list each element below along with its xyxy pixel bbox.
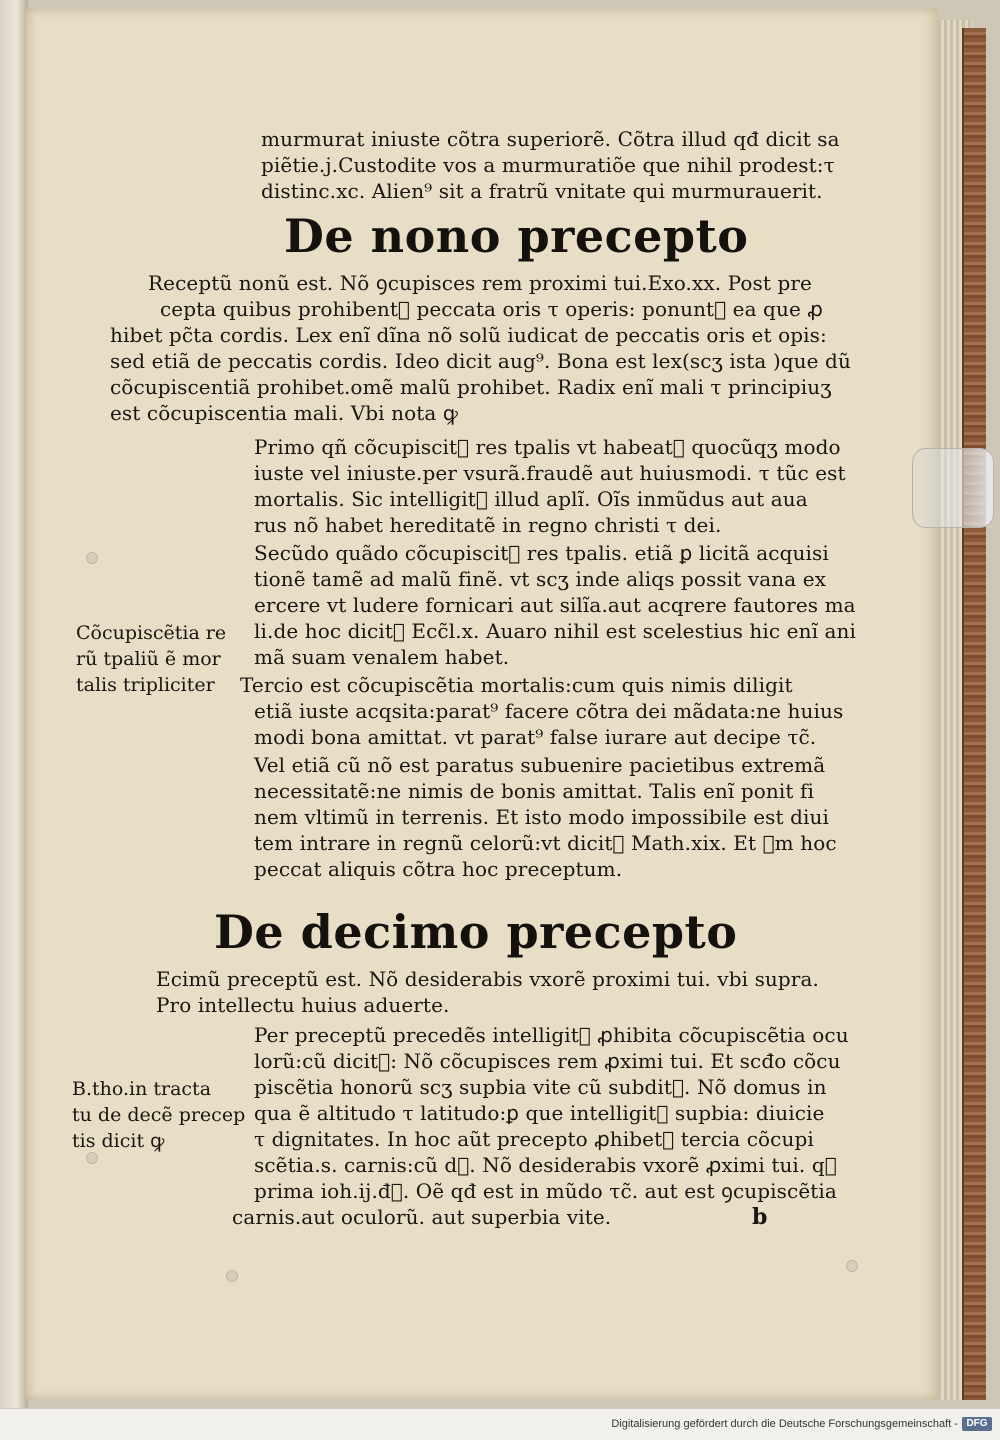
text-line: ercere vt ludere fornicari aut silĩa.aut acqrere fautores ma: [254, 593, 856, 617]
text-line: Tercio est cõcupiscẽtia mortalis:cum quis nimis diligit: [240, 673, 793, 697]
text-line: cepta quibus prohibentᷣ peccata oris τ operis: ponuntᷣ ea que ꝓ: [160, 297, 823, 321]
margin-note-line: B.tho.in tracta: [72, 1078, 212, 1100]
text-line: carnis.aut oculorũ. aut superbia vite.: [232, 1205, 612, 1229]
paper-hole: [846, 1260, 858, 1272]
text-line: lorũ:cũ dicitᷣ: Nõ cõcupisces rem ꝓximi tui. Et scđo cõcu: [254, 1049, 841, 1073]
text-line: rus nõ habet hereditatẽ in regno christi τ dei.: [254, 513, 722, 537]
text-line: qua ẽ altitudo τ latitudo:ꝑ que intelligitᷣ supbia: diuicie: [254, 1101, 825, 1125]
text-line: Pro intellectu huius aduerte.: [156, 993, 450, 1017]
text-line: Per preceptũ precedẽs intelligitᷣ ꝓhibita cõcupiscẽtia ocu: [254, 1023, 849, 1047]
text-line: tem intrare in regnũ celorũ:vt dicitᷣ Math.xix. Et ꝫm hoc: [254, 831, 837, 855]
text-line: est cõcupiscentia mali. Vbi nota ꝙ: [110, 401, 458, 425]
text-line: peccat aliquis cõtra hoc preceptum.: [254, 857, 623, 881]
text-line: Primo qñ cõcupiscitᷣ res tpalis vt habeatᷣ quocũqʒ modo: [254, 435, 841, 459]
book-page: [26, 8, 938, 1400]
dfg-logo-icon: DFG: [962, 1417, 992, 1431]
text-line: murmurat iniuste cõtra superiorẽ. Cõtra illud qđ dicit sa: [261, 127, 840, 151]
text-line: Secũdo quãdo cõcupiscitᷣ res tpalis. etiã ꝑ licitã acquisi: [254, 541, 829, 565]
text-line: τ dignitates. In hoc aũt precepto ꝓhibetᷣ tercia cõcupi: [254, 1127, 814, 1151]
text-line: scẽtia.s. carnis:cũ dᷣ. Nõ desiderabis vxorẽ ꝓximi tui. qꝛ: [254, 1153, 837, 1177]
text-line: nem vltimũ in terrenis. Et isto modo impossibile est diui: [254, 805, 829, 829]
text-line: tionẽ tamẽ ad malũ finẽ. vt scʒ inde aliqs possit vana ex: [254, 567, 827, 591]
paper-hole: [226, 1270, 238, 1282]
text-line: distinc.xc. Alien⁹ sit a fratrũ vnitate qui murmurauerit.: [261, 179, 823, 203]
text-line: cõcupiscentiã prohibet.omẽ malũ prohibet. Radix enĩ mali τ principiuʒ: [110, 375, 832, 399]
section-heading-tenth-precept: De decimo precepto: [214, 905, 738, 959]
footer-bar: [0, 1408, 1000, 1440]
text-line: iuste vel iniuste.per vsurã.fraudẽ aut huiusmodi. τ tũc est: [254, 461, 846, 485]
text-line: necessitatẽ:ne nimis de bonis amittat. Talis enĩ ponit fi: [254, 779, 814, 803]
funding-credit: Digitalisierung gefördert durch die Deutsche Forschungsgemeinschaft -: [611, 1418, 958, 1430]
facing-page-edge: [0, 0, 28, 1408]
text-line: piscẽtia honorũ scʒ supbia vite cũ subditᷣ. Nõ domus in: [254, 1075, 827, 1099]
margin-note-line: Cõcupiscẽtia re: [76, 622, 227, 644]
text-line: sed etiã de peccatis cordis. Ideo dicit aug⁹. Bona est lex(scʒ ista )que dũ: [110, 349, 851, 373]
text-line: Receptũ nonũ est. Nõ ꝯcupisces rem proximi tui.Exo.xx. Post pre: [148, 271, 812, 295]
paper-hole: [86, 1152, 98, 1164]
text-line: hibet pc̃ta cordis. Lex enĩ dĩna nõ solũ iudicat de peccatis oris et opis:: [110, 323, 827, 347]
text-line: piẽtie.j.Custodite vos a murmuratiõe que nihil prodest:τ: [261, 153, 835, 177]
book-clasp: [912, 448, 994, 528]
text-line: li.de hoc dicitᷣ Ecc̃l.x. Auaro nihil est scelestius hic enĩ ani: [254, 619, 857, 643]
text-line: modi bona amittat. vt parat⁹ false iurare aut decipe τc̃.: [254, 725, 817, 749]
margin-note-line: tis dicit ꝙ: [72, 1130, 165, 1152]
text-line: mortalis. Sic intelligitᷣ illud aplĩ. Oĩs inmũdus aut aua: [254, 487, 808, 511]
margin-note-line: talis tripliciter: [76, 674, 215, 696]
section-heading-ninth-precept: De nono precepto: [284, 209, 749, 263]
text-line: Ecimũ preceptũ est. Nõ desiderabis vxorẽ proximi tui. vbi supra.: [156, 967, 819, 991]
leather-binding: [962, 28, 986, 1400]
text-line: mã suam venalem habet.: [254, 645, 510, 669]
text-line: etiã iuste acqsita:parat⁹ facere cõtra dei mãdata:ne huius: [254, 699, 844, 723]
text-line: prima ioh.ij.đᷣ. Oẽ qđ est in mũdo τc̃. aut est ꝯcupiscẽtia: [254, 1179, 837, 1203]
text-line: Vel etiã cũ nõ est paratus subuenire pacietibus extremã: [254, 753, 826, 777]
margin-note-line: tu de decẽ precep: [72, 1104, 246, 1126]
signature-mark: b: [752, 1204, 768, 1230]
paper-hole: [86, 552, 98, 564]
margin-note-line: rũ tpaliũ ẽ mor: [76, 648, 221, 670]
